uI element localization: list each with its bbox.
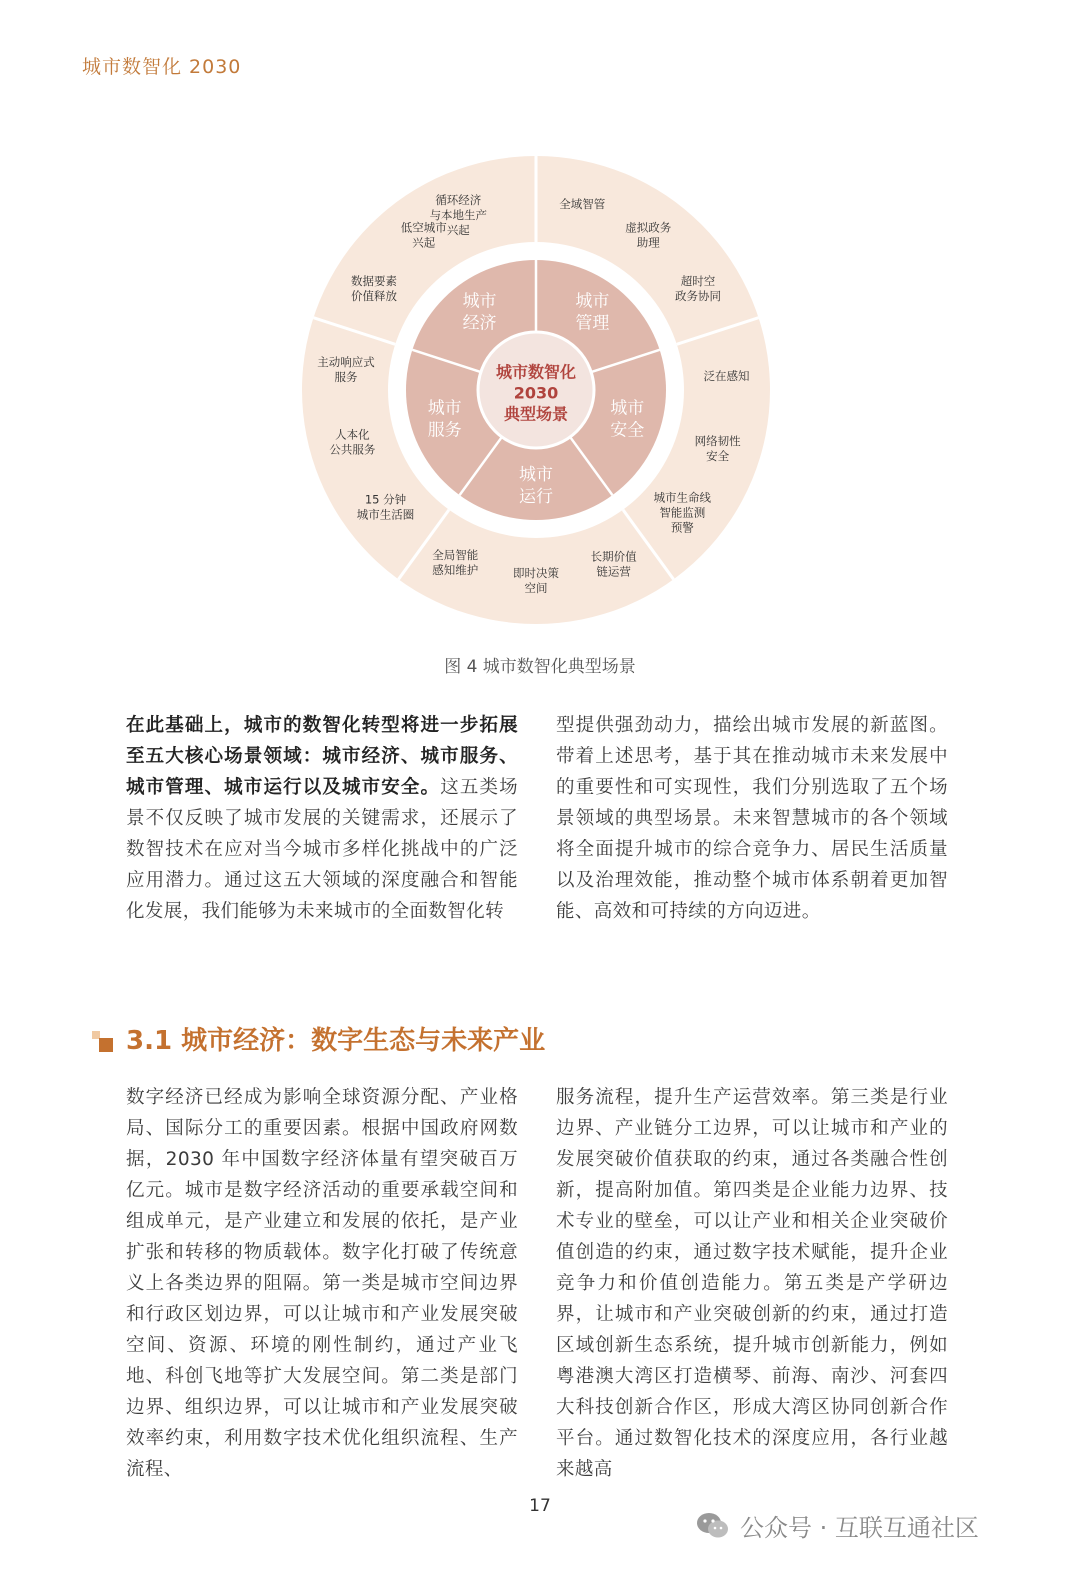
figure-caption: 图 4 城市数智化典型场景	[444, 657, 636, 677]
scenario-label: 超时空政务协同	[674, 273, 721, 303]
scenario-label: 城市生命线智能监测预警	[653, 490, 712, 535]
scenario-label: 15 分钟城市生活圈	[356, 492, 415, 522]
intro-left-column	[126, 710, 518, 927]
scenario-label: 循环经济与本地生产兴起	[429, 193, 488, 238]
section-right-column: 服务流程，提升生产运营效率。第三类是行业边界、产业链分工边界，可以让城市和产业的发展突破价值获取的约束，通过各类融合性创新，提高附加值。第四类是企业能力边界、技术专业的壁垒，可以让产业和相关企业突破价值创造的约束，通过数字技术赋能，提升企业竞争力和价值创造能力。第五类是产学研边界，让城市和产业突破创新的约束，通过打造区域创新生态系统，提升城市创新能力，例如粤港澳大湾区打造横琴、前海、南沙、河套四大科技创新合作区，形成大湾区协同创新合作平台。通过数智化技术的深度应用，各行业越来越高	[556, 1087, 948, 1480]
domain-label: 城市运行	[519, 465, 553, 507]
scenario-label: 虚拟政务助理	[625, 220, 672, 250]
center-label: 城市数智化 2030 典型场景	[495, 362, 577, 424]
intro-key-statement: 在此基础上，城市的数智化转型将进一步拓展至五大核心场景领域：城市经济、城市服务、城市管理、城市运行以及城市安全。	[126, 715, 518, 798]
scenario-label: 即时决策空间	[513, 566, 559, 595]
domain-label: 城市管理	[575, 291, 610, 334]
scenario-label: 全域智管	[559, 197, 606, 212]
domain-label: 城市安全	[610, 398, 645, 441]
section-left-column: 数字经济已经成为影响全球资源分配、产业格局、国际分工的重要因素。根据中国政府网数据，2030 年中国数字经济体量有望突破百万亿元。城市是数字经济活动的重要承载空间和组成单元，是产业建立和发展的依托，是产业扩张和转移的物质载体。数字化打破了传统意义上各类边界的阻隔。第一类是城市空间边界和行政区划边界，可以让城市和产业发展突破空间、资源、环境的刚性制约，通过产业飞地、科创飞地等扩大发展空间。第二类是部门边界、组织边界，可以让城市和产业发展突破效率约束，利用数字技术优化组织流程、生产流程、	[126, 1087, 518, 1480]
running-header: 城市数智化 2030	[82, 56, 242, 78]
scenario-label: 网络韧性安全	[694, 434, 741, 464]
domain-label: 城市经济	[462, 291, 497, 334]
scenario-label: 全局智能感知维护	[432, 548, 479, 578]
section-title-text: 3.1 城市经济：数字生态与未来产业	[126, 1026, 546, 1056]
wechat-icon	[696, 1512, 730, 1540]
scenario-label: 长期价值链运营	[590, 549, 637, 579]
scenario-label: 人本化公共服务	[329, 427, 376, 457]
page-number: 17	[529, 1496, 551, 1516]
watermark	[696, 1508, 979, 1543]
intro-left-text: 这五类场景不仅反映了城市发展的关键需求，还展示了数智技术在应对当今城市多样化挑战中的广泛应用潜力。通过这五大领域的深度融合和智能化发展，我们能够为未来城市的全面数智化转	[126, 777, 518, 922]
scenario-label: 主动响应式服务	[317, 355, 375, 385]
scenario-label: 低空城市兴起	[400, 220, 447, 250]
scenario-label: 泛在感知	[703, 369, 750, 384]
section-bullet-icon	[92, 1031, 114, 1053]
intro-right-column: 型提供强劲动力，描绘出城市发展的新蓝图。带着上述思考，基于其在推动城市未来发展中的重要性和可实现性，我们分别选取了五个场景领域的典型场景。未来智慧城市的各个领域将全面提升城市的综合竞争力、居民生活质量以及治理效能，推动整个城市体系朝着更加智能、高效和可持续的方向迈进。	[556, 715, 948, 922]
scenario-diagram	[0, 0, 1080, 640]
section-heading	[92, 1020, 545, 1057]
watermark-text: 公众号 · 互联互通社区	[740, 1514, 979, 1542]
domain-label: 城市服务	[427, 398, 462, 441]
scenario-label: 数据要素价值释放	[351, 273, 398, 303]
